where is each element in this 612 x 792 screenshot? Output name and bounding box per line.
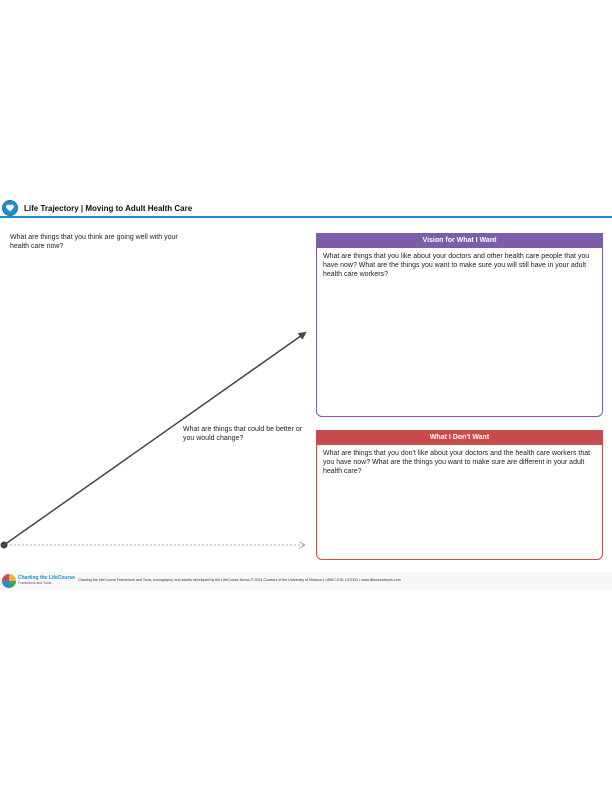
dont-want-panel-prompt: What are things that you don't like about your doctors and the health care workers that you have now? What are the things you want to make sure are different in your adult health care? [323,450,591,475]
vision-panel [316,233,603,417]
page-footer [0,572,612,590]
heart-badge-icon [2,200,18,216]
footer-credit: Charting the LifeCourse Framework and Tools, iconography, and assets developed by the LifeCourse Nexus © 2024 Curators of the University of Missouri | UMKC-IHD, UCEDD • www.lifecoursetools.com [78,578,401,582]
page-header [0,199,612,219]
vision-panel-prompt: What are things that you like about your doctors and other health care people that you have now? What are the things you want to make sure you will still have in your adult health care workers? [323,253,590,278]
start-point [1,542,8,549]
vision-panel-title: Vision for What I Want [317,234,602,248]
question-going-well: What are things that you think are going well with your health care now? [10,234,178,250]
footer-brand: Charting the LifeCourse [18,575,75,581]
header-divider [0,216,612,218]
question-could-be-better: What are things that could be better or you would change? [183,426,303,442]
dont-want-panel-title: What I Don't Want [317,431,602,445]
lifecourse-logo-icon [2,574,16,588]
dont-want-panel [316,430,603,560]
footer-brand-sub: Framework and Tools [18,581,52,585]
page-title: Life Trajectory | Moving to Adult Health Care [24,204,193,213]
